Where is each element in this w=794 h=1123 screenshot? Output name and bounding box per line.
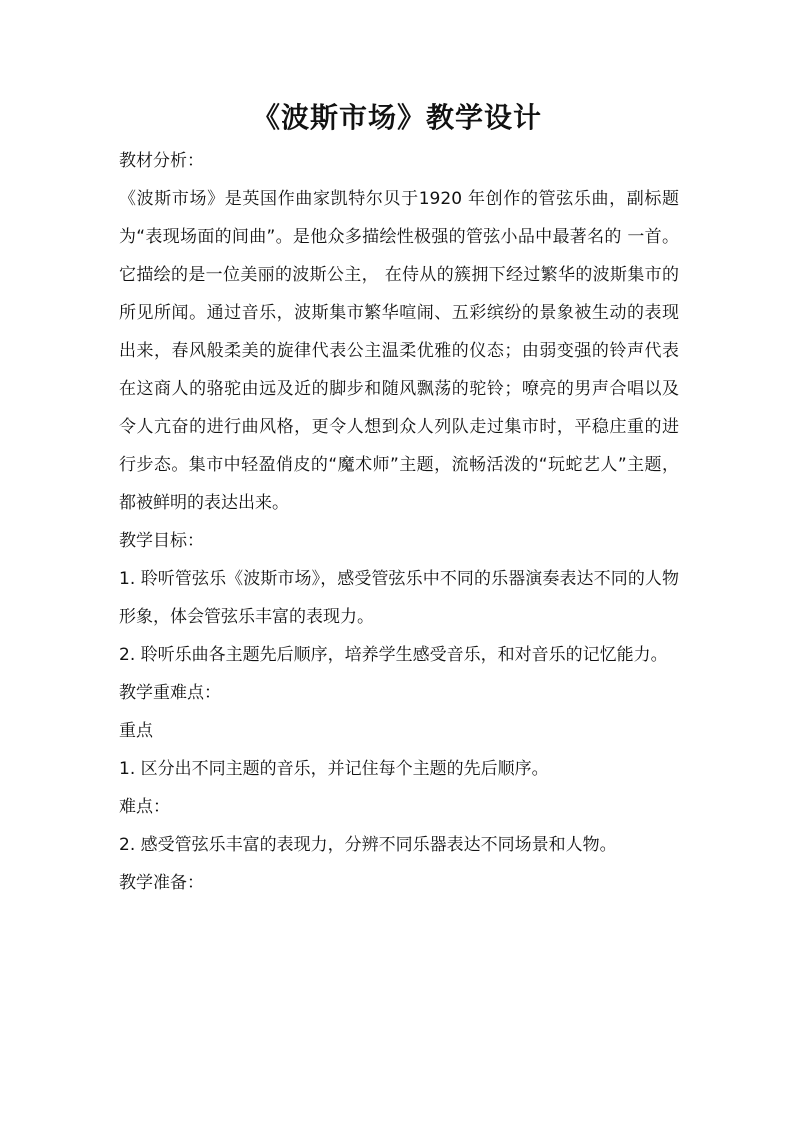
analysis-paragraph: 《波斯市场》是英国作曲家凯特尔贝于1920 年创作的管弦乐曲，副标题为“表现场面的间曲”。是他众多描绘性极强的管弦小品中最著名的 一首。它描绘的是一位美丽的波斯公主， 在侍从的簇拥下经过繁华的波斯集市的所见所闻。通过音乐，波斯集市繁华喧闹、五彩缤纷的景象被生动的表现出来，春风般柔美的旋律代表公主温柔优雅的仪态；由弱变强的铃声代表在这商人的骆驼由远及近的脚步和随风飘荡的驼铃；嘹亮的男声合唱以及令人亢奋的进行曲风格，更令人想到众人列队走过集市时，平稳庄重的进行步态。集市中轻盈俏皮的“魔术师”主题，流畅活泼的“玩蛇艺人”主题，都被鲜明的表达出来。: [119, 189, 679, 513]
keypoints-heading: 教学重难点：: [119, 683, 221, 703]
goal-item-2: 2. 聆听乐曲各主题先后顺序，培养学生感受音乐，和对音乐的记忆能力。: [119, 645, 668, 665]
analysis-heading: 教材分析：: [119, 151, 204, 171]
document-title: 《波斯市场》教学设计: [251, 101, 542, 134]
key-point-item-1: 1. 区分出不同主题的音乐，并记住每个主题的先后顺序。: [119, 759, 549, 779]
difficult-point-label: 难点：: [119, 797, 170, 817]
document-body: [119, 142, 679, 902]
preparation-heading: 教学准备：: [119, 873, 204, 893]
key-point-label: 重点: [119, 721, 153, 741]
goals-heading: 教学目标：: [119, 531, 204, 551]
goal-item-1: 1. 聆听管弦乐《波斯市场》，感受管弦乐中不同的乐器演奏表达不同的人物形象，体会管弦乐丰富的表现力。: [119, 569, 679, 627]
difficult-point-item-2: 2. 感受管弦乐丰富的表现力，分辨不同乐器表达不同场景和人物。: [119, 835, 617, 855]
